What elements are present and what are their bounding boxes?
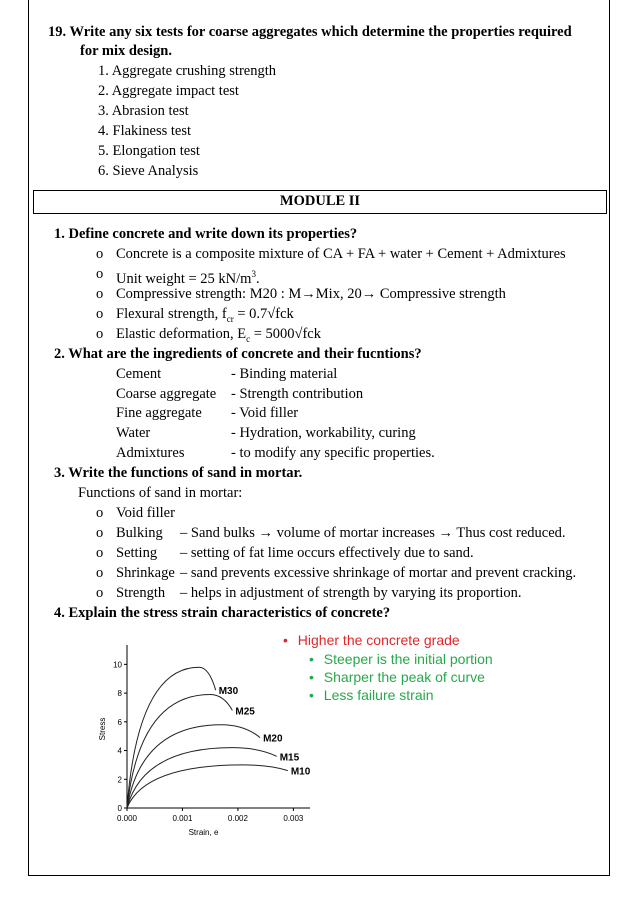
list-item: 5. Elongation test xyxy=(98,143,200,159)
ingredient-function: - Void filler xyxy=(231,405,299,421)
series-label-m30: M30 xyxy=(218,686,239,698)
x-tick-label: 0.003 xyxy=(283,814,304,823)
q1-bullet-4: Flexural strength, $f_{cr} = 0.7√fck$ xyxy=(116,306,294,324)
ingredient-function: - Strength contribution xyxy=(231,386,364,402)
q3-bullet-2: – Sand bulks → volume of mortar increases → Thus cost reduced. xyxy=(180,525,566,541)
q3-bullet-3: – setting of fat lime occurs effectively due to sand. xyxy=(180,545,474,561)
q1-bullet-marker: o xyxy=(96,286,104,302)
series-label-m20: M20 xyxy=(263,733,283,745)
x-tick-label: 0.000 xyxy=(116,814,138,823)
q1-title: 1. Define concrete and write down its properties? xyxy=(54,226,358,242)
ingredient-name: Admixtures xyxy=(116,445,185,461)
note-item: • Sharper the peak of curve xyxy=(309,669,485,685)
q3-bullet-marker: o xyxy=(96,545,104,561)
q19-title-cont: for mix design. xyxy=(80,43,172,59)
arrow-icon: → xyxy=(438,525,454,541)
stress-strain-chart xyxy=(85,635,325,845)
q3-intro: Functions of sand in mortar: xyxy=(78,485,243,501)
q19-title: 19. Write any six tests for coarse aggregates which determine the properties required xyxy=(48,24,572,40)
y-tick-label: 6 xyxy=(117,717,122,727)
q3-bullet-4: – sand prevents excessive shrinkage of mortar and prevent cracking. xyxy=(180,565,577,581)
q1-bullet-marker: o xyxy=(96,326,104,342)
y-tick-label: 8 xyxy=(117,689,122,699)
series-line-m15 xyxy=(127,748,277,808)
y-tick-label: 2 xyxy=(117,775,122,785)
green-bullet-icon: • xyxy=(309,687,314,703)
q3-bullet-2-label: Bulking xyxy=(116,525,163,541)
q3-bullet-marker: o xyxy=(96,505,104,521)
list-item: 4. Flakiness test xyxy=(98,123,192,139)
note-item: • Less failure strain xyxy=(309,687,434,703)
q1-bullet-marker: o xyxy=(96,306,104,322)
note-item: • Steeper is the initial portion xyxy=(309,651,493,667)
q1-bullet-5: Elastic deformation, $E_c = 5000√fck$ xyxy=(116,326,321,344)
ingredient-name: Coarse aggregate xyxy=(116,386,217,402)
series-line-m30 xyxy=(127,667,216,808)
q3-bullet-4-label: Shrinkage xyxy=(116,565,175,581)
q3-bullet-1: Void filler xyxy=(116,505,175,521)
q3-bullet-marker: o xyxy=(96,565,104,581)
ingredient-name: Fine aggregate xyxy=(116,405,202,421)
series-line-m20 xyxy=(127,725,260,808)
y-axis-label: Stress xyxy=(98,717,107,741)
list-item: 6. Sieve Analysis xyxy=(98,163,199,179)
series-label-m15: M15 xyxy=(279,752,300,764)
series-label-m10: M10 xyxy=(290,766,311,778)
ingredient-function: - Binding material xyxy=(231,366,338,382)
q1-bullet-marker: o xyxy=(96,266,104,282)
arrow-icon: → xyxy=(361,286,377,302)
y-tick-label: 4 xyxy=(117,746,122,756)
q3-bullet-5: – helps in adjustment of strength by varying its proportion. xyxy=(180,585,522,601)
x-axis-label: Strain, e xyxy=(188,828,219,837)
q4-title: 4. Explain the stress strain characteristics of concrete? xyxy=(54,605,391,621)
list-item: 1. Aggregate crushing strength xyxy=(98,63,276,79)
q1-bullet-3: Compressive strength: M20 : M→Mix, 20→ Compressive strength xyxy=(116,286,506,302)
q1-bullet-1: Concrete is a composite mixture of CA + FA + water + Cement + Admixtures xyxy=(116,246,566,262)
ingredient-name: Water xyxy=(116,425,151,441)
series-line-m25 xyxy=(127,695,232,808)
arrow-icon: → xyxy=(301,286,316,302)
list-item: 3. Abrasion test xyxy=(98,103,189,119)
q3-bullet-5-label: Strength xyxy=(116,585,166,601)
q1-bullet-2: Unit weight = 25 $kN/m^3$. xyxy=(116,269,260,287)
q2-title: 2. What are the ingredients of concrete and their fucntions? xyxy=(54,346,422,362)
module-header-box xyxy=(33,190,607,214)
q1-bullet-marker: o xyxy=(96,246,104,262)
green-bullet-icon: • xyxy=(309,651,314,667)
green-bullet-icon: • xyxy=(309,669,314,685)
q3-bullet-marker: o xyxy=(96,585,104,601)
ingredient-function: - to modify any specific properties. xyxy=(231,445,435,461)
q3-bullet-marker: o xyxy=(96,525,104,541)
module-title: MODULE II xyxy=(279,193,361,209)
y-tick-label: 0 xyxy=(117,804,122,813)
ingredient-function: - Hydration, workability, curing xyxy=(231,425,416,441)
arrow-icon: → xyxy=(258,525,274,541)
series-label-m25: M25 xyxy=(235,706,255,718)
note-heading: • Higher the concrete grade xyxy=(283,632,460,648)
q3-title: 3. Write the functions of sand in mortar. xyxy=(54,465,303,481)
series-line-m10 xyxy=(127,765,288,808)
list-item: 2. Aggregate impact test xyxy=(98,83,239,99)
y-tick-label: 10 xyxy=(113,660,122,670)
ingredient-name: Cement xyxy=(116,366,162,382)
x-tick-label: 0.002 xyxy=(227,814,248,823)
red-bullet-icon: • xyxy=(283,632,288,648)
x-tick-label: 0.001 xyxy=(172,814,193,823)
q3-bullet-3-label: Setting xyxy=(116,545,158,561)
